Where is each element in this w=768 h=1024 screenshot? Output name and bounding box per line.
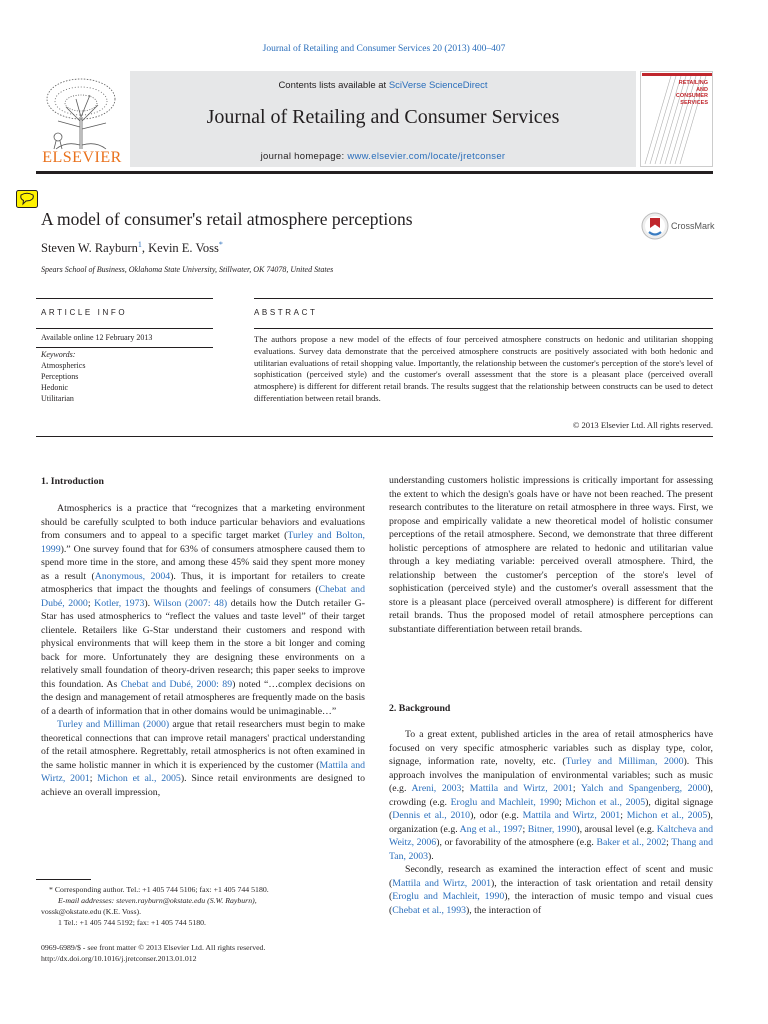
- citation-bitner-1990[interactable]: Bitner, 1990: [527, 823, 577, 835]
- crossmark-icon: [641, 212, 669, 240]
- sciencedirect-link[interactable]: SciVerse ScienceDirect: [388, 80, 488, 91]
- bg-p2-text: ), the interaction of: [466, 904, 542, 916]
- intro-paragraph-2: [41, 718, 365, 799]
- citation-chebat-dube-2000-89[interactable]: Chebat and Dubé, 2000: 89: [120, 678, 233, 690]
- elsevier-wordmark: ELSEVIER: [42, 149, 122, 166]
- footnote-email: E-mail addresses: steven.rayburn@okstate.edu (S.W. Rayburn),: [58, 896, 257, 905]
- intro-p1-text: details how the Dutch retailer G-Star has used atmospherics to “reflect the values and taste level” of their target clientele. Retailers like G-Star understand their customers and respond with physical environments that will keep them in the store a bit longer and coming back for more. Unfortunately they are designing these environments on a relatively small foundation of theory-driven research; this paper seeks to improve this foundation. As: [41, 597, 366, 690]
- background-paragraph-1: [389, 728, 713, 863]
- citation-kaltcheva-weitz-2006[interactable]: Kaltcheva and Weitz, 2006: [389, 823, 714, 848]
- bg-p1-text: To a great extent, published articles in the area of retail atmospherics have focused on very specific atmospheric variables such as display type, color, signage, information rate, novelty, etc. (: [389, 729, 713, 767]
- citation-ang-1997[interactable]: Ang et al., 1997: [459, 823, 523, 835]
- article-title: A model of consumer's retail atmosphere perceptions: [41, 209, 413, 229]
- keyword-utilitarian: Utilitarian: [41, 394, 74, 403]
- citation-dennis-2010[interactable]: Dennis et al., 2010: [392, 810, 471, 821]
- homepage-line: [130, 151, 636, 162]
- bg-p1-text: ;: [559, 796, 566, 808]
- bg-p1-text: ), arousal level (e.g.: [576, 823, 657, 835]
- bg-p1-text: ), crowding (e.g.: [389, 783, 713, 808]
- citation-areni-2003[interactable]: Areni, 2003: [411, 783, 462, 794]
- homepage-link[interactable]: www.elsevier.com/locate/jretconser: [347, 151, 506, 162]
- elsevier-logo[interactable]: [36, 71, 128, 167]
- journal-reference[interactable]: Journal of Retailing and Consumer Services 20 (2013) 400–407: [262, 44, 506, 54]
- footnote-rule: [36, 879, 91, 880]
- abstract-label: ABSTRACT: [254, 308, 318, 317]
- bg-p1-text: ;: [522, 823, 528, 835]
- affiliation: Spears School of Business, Oklahoma State University, Stillwater, OK 74078, United States: [41, 265, 334, 274]
- citation-michon-2005[interactable]: Michon et al., 2005: [97, 773, 181, 784]
- footnote-corresponding: * Corresponding author. Tel.: +1 405 744 5106; fax: +1 405 744 5180.: [49, 885, 269, 894]
- bg-p1-text: ).: [428, 850, 434, 862]
- section-heading-introduction: 1. Introduction: [41, 476, 104, 487]
- article-info-label: ARTICLE INFO: [41, 308, 128, 317]
- intro-paragraph-3: understanding customers holistic impressions is critically important for assessing the extent to which the design's goals have or have not been reached. The present research contributes to the literature on retail atmosphere in three ways. First, we propose and empirically validate a new theoretical model of holistic consumer perceptions of the retail atmosphere. Second, we demonstrate that three different holistic perceptions of atmosphere are related to hedonic and utilitarian value through a key mediating variable: perceived overall atmosphere. Third, the relationship between the customer's perception of the store's level of sophistication (perceived style) and the customer's overall assessment that the store is a pleasant place (perceived overall atmosphere) is different for different retail brands. Thus the proposed model of retail atmosphere perceptions can substantiate differentiation between retail brands.: [389, 475, 713, 635]
- intro-p1-text: Atmospherics is a practice that “recognizes that a marketing environment should be carefully sculpted to both induce particular behaviors and evaluations from consumers and to appeal to a specific target market (: [41, 503, 365, 541]
- author-footnote-mark-1[interactable]: 1: [137, 240, 142, 249]
- comment-annotation-icon[interactable]: [16, 190, 38, 208]
- abstract-top-rule: [254, 298, 713, 299]
- bg-p2-text: ), the interaction of music tempo and visual cues (: [389, 891, 713, 916]
- bg-p1-text: ). This approach involves the manipulation of environmental variables; such as music (e.g.: [389, 756, 714, 794]
- citation-mattila-wirtz-2001[interactable]: Mattila and Wirtz, 2001: [41, 759, 366, 784]
- keywords-rule: [36, 347, 213, 348]
- tree-icon: [36, 71, 128, 151]
- background-column: [389, 728, 713, 917]
- bg-p1-text: ;: [461, 783, 470, 794]
- bg-p1-text: ), organization (e.g.: [389, 810, 713, 835]
- abstract-rule: [254, 328, 713, 329]
- contents-prefix: Contents lists available at: [278, 80, 389, 91]
- article-info-top-rule: [36, 298, 213, 299]
- citation-mattila-wirtz-2001[interactable]: Mattila and Wirtz, 2001: [522, 810, 621, 821]
- bg-p2-text: ), the interaction of task orientation and retail density (: [389, 877, 713, 902]
- cover-title: RETAILING AND CONSUMER SERVICES: [675, 80, 708, 106]
- author-rayburn: Steven W. Rayburn: [41, 241, 138, 256]
- citation-wilson-2007[interactable]: Wilson (2007: 48): [153, 597, 228, 609]
- section-heading-background: 2. Background: [389, 703, 451, 714]
- background-paragraph-2: [389, 863, 713, 917]
- author-voss: Kevin E. Voss: [148, 241, 219, 256]
- intro-p1-text: ) noted “…complex decisions on the design and management of retail atmospheres are frequently made on the basis of a dearth of information that in other domains would be unimaginable…”: [41, 678, 365, 717]
- bg-p1-text: ), digital signage (: [389, 796, 714, 821]
- contents-line: [130, 80, 636, 91]
- citation-turley-milliman-2000[interactable]: Turley and Milliman, 2000: [565, 756, 684, 767]
- citation-turley-bolton-1999[interactable]: Turley and Bolton, 1999: [41, 530, 365, 555]
- intro-p1-text: ). Thus, it is important for retailers to create atmospherics that impact the thoughts and feelings of consumers (: [41, 570, 365, 595]
- citation-turley-milliman-2000[interactable]: Turley and Milliman (2000): [57, 719, 170, 730]
- keyword-hedonic: Hedonic: [41, 383, 69, 392]
- bg-p1-text: ), or favorability of the atmosphere (e.g.: [436, 837, 597, 848]
- citation-kotler-1973[interactable]: Kotler, 1973: [94, 597, 145, 609]
- crossmark-label: CrossMark: [671, 221, 715, 231]
- citation-mattila-wirtz-2001[interactable]: Mattila and Wirtz, 2001: [469, 783, 573, 794]
- citation-thang-tan-2003[interactable]: Thang and Tan, 2003: [389, 837, 714, 862]
- intro-paragraph-1: [41, 502, 365, 718]
- citation-mattila-wirtz-2001[interactable]: Mattila and Wirtz, 2001: [392, 877, 492, 889]
- intro-p1-text: ).: [144, 597, 154, 609]
- bg-p1-text: ;: [572, 783, 581, 794]
- bg-p1-text: ;: [620, 810, 627, 821]
- footnote-tel: 1 Tel.: +1 405 744 5192; fax: +1 405 744 5180.: [58, 918, 207, 927]
- abstract-bottom-rule: [36, 436, 713, 437]
- homepage-prefix: journal homepage:: [260, 151, 348, 162]
- citation-chebat-dube-2000[interactable]: Chebat and Dubé, 2000: [41, 584, 365, 609]
- citation-yalch-spangenberg-2000[interactable]: Yalch and Spangenberg, 2000: [580, 783, 708, 794]
- intro-p2-text: argue that retail researchers must begin to make theoretical connections that can improve retail managers' practical understanding of the retail atmosphere. Regrettably, retail atmospherics is not often examined in the same holistic manner in which it is experienced by the customer (: [41, 719, 365, 771]
- citation-michon-2005[interactable]: Michon et al., 2005: [565, 796, 646, 808]
- abstract-text: The authors propose a new model of the effects of four perceived atmosphere constructs on hedonic and utilitarian shopping evaluations. Survey data demonstrate that the perceived atmosphere constructs are positively associated with both hedonic and utilitarian evaluations of retail shopping value. Importantly, the relationship between the customer's perception of the store's level of sophistication (perceived style) and the customer's overall assessment that the store is a pleasant place (perceived overall atmosphere) is different for different retail brands. The results suggest that the relationship between constructs can be used to detect differentiation between retail brands.: [254, 334, 713, 403]
- keyword-perceptions: Perceptions: [41, 372, 79, 381]
- intro-column-left: [41, 502, 365, 799]
- author-footnote-mark-corresponding[interactable]: *: [218, 240, 223, 249]
- intro-p2-text: ;: [89, 773, 98, 784]
- authors-line: [41, 240, 223, 256]
- citation-michon-2005[interactable]: Michon et al., 2005: [626, 810, 708, 821]
- citation-baker-2002[interactable]: Baker et al., 2002: [596, 837, 667, 848]
- citation-eroglu-machleit-1990[interactable]: Eroglu and Machleit, 1990: [392, 891, 505, 902]
- intro-p1-text: ;: [87, 597, 95, 609]
- article-info-rule: [36, 328, 213, 329]
- bg-p2-text: Secondly, research as examined the interaction effect of scent and music (: [389, 864, 713, 889]
- citation-eroglu-machleit-1990[interactable]: Eroglu and Machleit, 1990: [450, 796, 559, 808]
- citation-chebat-1993[interactable]: Chebat et al., 1993: [392, 904, 466, 916]
- bg-p1-text: ), odor (e.g.: [470, 810, 523, 821]
- bg-p1-text: ;: [666, 837, 672, 848]
- author-separator: ,: [141, 241, 149, 256]
- front-matter-line: 0969-6989/$ - see front matter © 2013 Elsevier Ltd. All rights reserved.: [41, 943, 266, 952]
- intro-p2-text: ). Since retail environments are designed to achieve an overall impression,: [41, 773, 365, 798]
- footnote-email-2: vossk@okstate.edu (K.E. Voss).: [41, 907, 142, 916]
- crossmark-badge[interactable]: [641, 212, 721, 240]
- journal-title: Journal of Retailing and Consumer Services: [206, 106, 560, 128]
- citation-anonymous-2004[interactable]: Anonymous, 2004: [94, 570, 171, 582]
- doi-link[interactable]: http://dx.doi.org/10.1016/j.jretconser.2013.01.012: [41, 954, 197, 963]
- abstract-copyright: © 2013 Elsevier Ltd. All rights reserved.: [572, 420, 713, 430]
- intro-column-right: [389, 474, 713, 636]
- journal-cover-thumbnail[interactable]: [640, 71, 713, 167]
- intro-p1-text: ).” One survey found that for 63% of consumers atmosphere caused them to spend more time in the store, and among these 45% said they spent more money as a result (: [41, 543, 365, 582]
- keywords-label: Keywords:: [41, 350, 76, 359]
- available-online: Available online 12 February 2013: [41, 333, 153, 342]
- header-divider: [36, 171, 713, 174]
- keyword-atmospherics: Atmospherics: [41, 361, 86, 370]
